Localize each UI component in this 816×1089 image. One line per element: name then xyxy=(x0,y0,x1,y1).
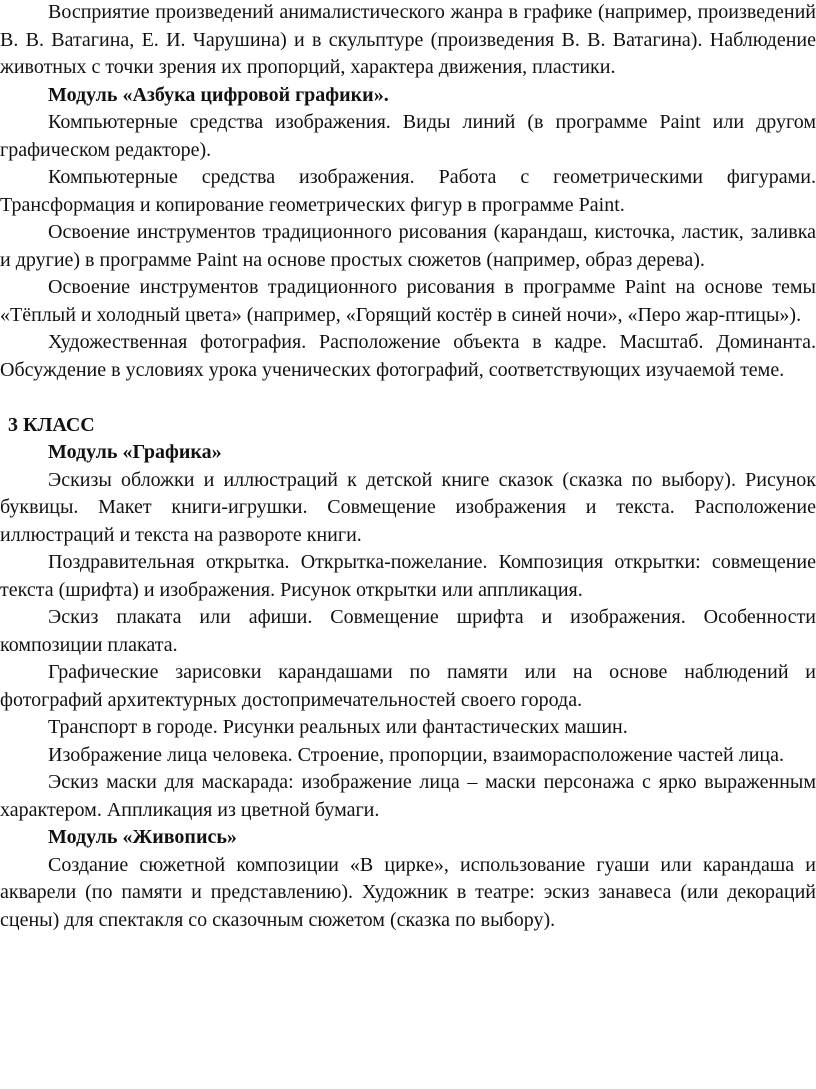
module-graphics-heading: Модуль «Графика» xyxy=(48,441,222,463)
paragraph-graphics-face: Изображение лица человека. Строение, пропорции, взаиморасположение частей лица. xyxy=(48,743,785,766)
paragraph-digital-shapes: Компьютерные средства изображения. Работа с геометрическими фигурами. Трансформация и копирование геометрических фигур в программе Paint. xyxy=(0,166,816,216)
module-painting-heading: Модуль «Живопись» xyxy=(48,826,237,848)
paragraph-painting-circus: Создание сюжетной композиции «В цирке», использование гуаши или карандаша и акварели (по памяти и представлению). Художник в театре: эскиз занавеса (или декораций сцены) для спектакля со сказочным сюжетом (сказка по выбору). xyxy=(0,853,816,931)
paragraph-digital-lines: Компьютерные средства изображения. Виды линий (в программе Paint или другом графическом редакторе). xyxy=(0,111,816,161)
paragraph-animalistic: Восприятие произведений анималистического жанра в графике (например, произведений В. В. Ватагина, Е. И. Чарушина) и в скульптуре (произведения В. В. Ватагина). Наблюдение животных с точки зрения их пропорций, характера движения, пластики. xyxy=(0,1,816,78)
paragraph-graphics-transport: Транспорт в городе. Рисунки реальных или фантастических машин. xyxy=(48,716,628,738)
module-digital-heading: Модуль «Азбука цифровой графики». xyxy=(48,83,389,106)
paragraph-graphics-sketches: Графические зарисовки карандашами по памяти или на основе наблюдений и фотографий архитектурных достопримечательностей своего города. xyxy=(0,661,816,711)
paragraph-digital-colors: Освоение инструментов традиционного рисования в программе Paint на основе темы «Тёплый и холодный цвета» (например, «Горящий костёр в синей ночи», «Перо жар-птицы»). xyxy=(0,276,816,326)
paragraph-digital-photo: Художественная фотография. Расположение объекта в кадре. Масштаб. Доминанта. Обсуждение в условиях урока ученических фотографий, соответствующих изучаемой теме. xyxy=(0,331,816,381)
paragraph-graphics-card: Поздравительная открытка. Открытка-пожелание. Композиция открытки: совмещение текста (шрифта) и изображения. Рисунок открытки или аппликация. xyxy=(0,551,816,601)
grade-heading: 3 КЛАСС xyxy=(8,413,95,436)
paragraph-graphics-mask: Эскиз маски для маскарада: изображение лица – маски персонажа с ярко выраженным характером. Аппликация из цветной бумаги. xyxy=(0,771,816,821)
paragraph-graphics-book: Эскизы обложки и иллюстраций к детской книге сказок (сказка по выбору). Рисунок буквицы. Макет книги-игрушки. Совмещение изображения и текста. Расположение иллюстраций и текста на развороте книги. xyxy=(0,468,816,546)
section-spacer xyxy=(0,384,816,412)
paragraph-digital-tools: Освоение инструментов традиционного рисования (карандаш, кисточка, ластик, заливка и другие) в программе Paint на основе простых сюжетов (например, образ дерева). xyxy=(0,221,816,271)
paragraph-graphics-poster: Эскиз плаката или афиши. Совмещение шрифта и изображения. Особенности композиции плаката. xyxy=(0,606,816,656)
